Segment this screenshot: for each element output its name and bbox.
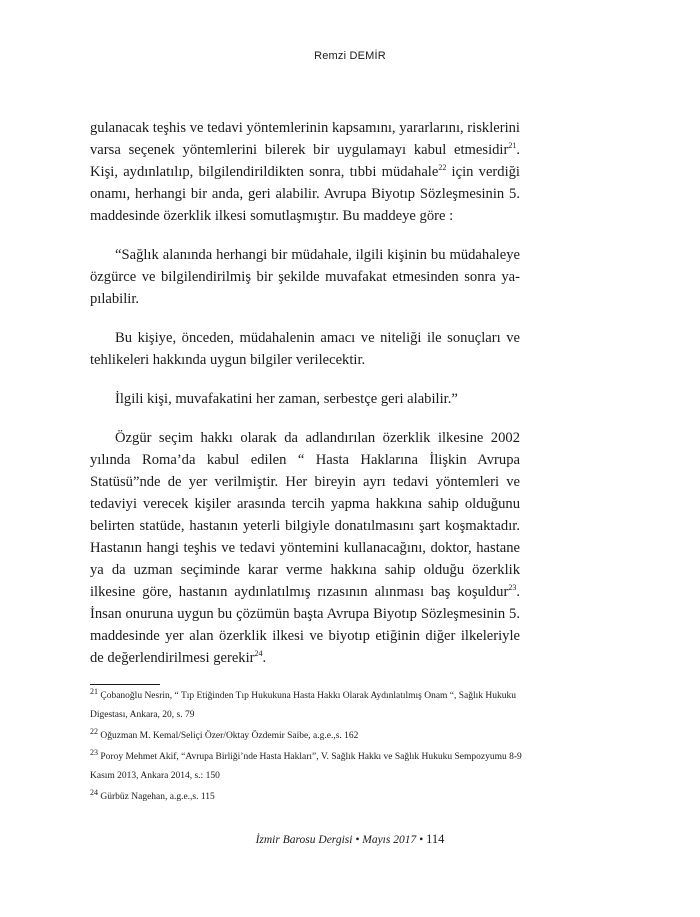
- footnote-ref[interactable]: 21: [508, 141, 517, 151]
- footnote: $^{24}$ Gürbüz Nagehan, a.g.e.,s. 115: [90, 787, 215, 802]
- footnote: $^{22}$ Oğuzman M. Kemal/Seliçi Özer/Oktay Özdemir Saibe, a.g.e.,s. 162: [90, 726, 359, 741]
- footnote-ref[interactable]: 23: [508, 583, 517, 593]
- footnote-number: 21: [90, 686, 98, 696]
- quote-paragraph: Bu kişiye, önceden, müdahalenin amacı ve niteliği ile sonuçları ve tehlikeleri hakkında uygun bilgiler verilecektir.: [90, 330, 520, 368]
- footnote-ref[interactable]: 24: [254, 649, 263, 659]
- running-header: Remzi DEMİR: [314, 50, 386, 62]
- journal-title: İzmir Barosu Dergisi • Mayıs 2017 •: [255, 834, 424, 846]
- main-text: [90, 117, 520, 669]
- quote-paragraph: “Sağlık alanında herhangi bir müdahale, ilgili kişinin bu müdahaleye özgürce ve bilgilendirilmiş bir şekilde muvafakat etmesinden sonra yapılabilir.: [90, 247, 520, 307]
- footnote-number: 24: [90, 787, 98, 797]
- footnote-ref[interactable]: 22: [438, 163, 447, 173]
- footnotes: [90, 687, 522, 807]
- page-footer: [0, 832, 700, 847]
- paragraph: Özgür seçim hakkı olarak da adlandırılan özerklik ilkesine 2002 yılında Roma’da kabul edilen “ Hasta Haklarına İlişkin Avrupa Statüsü”nde de yer verilmiştir. Her bireyin ayrı tedavi yöntemleri ve tedaviyi verecek kişiler arasında tercih yapma hakkına sahip olduğunu belirten statüde, hastanın yeterli bilgiyle donatılmasını şart koşmaktadır. Hastanın hangi teşhis ve tedavi yöntemini kullanacağını, doktor, hastane ya da uzman seçiminde karar verme hakkına sahip olduğu özerklik ilkesine göre, hastanın aydınlatılmış rızasının alınması baş koşuldur$^{23}$. İnsan onuruna uygun bu çözümün başta Avrupa Biyotıp Sözleşmesinin 5. maddesinde yer alan özerklik ilkesi ve biyotıp etiğinin diğer ilkeleriyle de değerlendirilmesi gerekir$^{24}$.: [90, 430, 520, 666]
- footnote: $^{21}$ Çobanoğlu Nesrin, “ Tıp Etiğinden Tıp Hukukuna Hasta Hakkı Olarak Aydınlatılmış Onam “, Sağlık Hukuku Digestası, Ankara, 20, s. 79: [90, 686, 517, 720]
- footnote: $^{23}$ Poroy Mehmet Akif, “Avrupa Birliği’nde Hasta Hakları”, V. Sağlık Hakkı ve Sağlık Hukuku Sempozyumu 8-9 Kasım 2013, Ankara 2014, s.: 150: [90, 747, 522, 781]
- footnote-number: 22: [90, 726, 98, 736]
- paragraph: gulanacak teşhis ve tedavi yöntemlerinin kapsamını, yararlarını, risklerini varsa seçenek yöntemlerini bilerek bir uygulamayı kabul etmesidir$^{21}$. Kişi, aydınlatılıp, bilgilendirildikten sonra, tıbbi müdahale$^{22}$ için verdiği onamı, herhangi bir anda, geri alabilir. Avrupa Biyotıp Sözleşmesinin 5. maddesinde özerklik ilkesi somutlaşmıştır. Bu maddeye göre :: [90, 120, 520, 224]
- quote-paragraph: İlgili kişi, muvafakatini her zaman, serbestçe geri alabilir.”: [115, 391, 458, 407]
- footnote-number: 23: [90, 747, 98, 757]
- page-number: 114: [426, 832, 445, 846]
- footnote-divider: [90, 684, 160, 685]
